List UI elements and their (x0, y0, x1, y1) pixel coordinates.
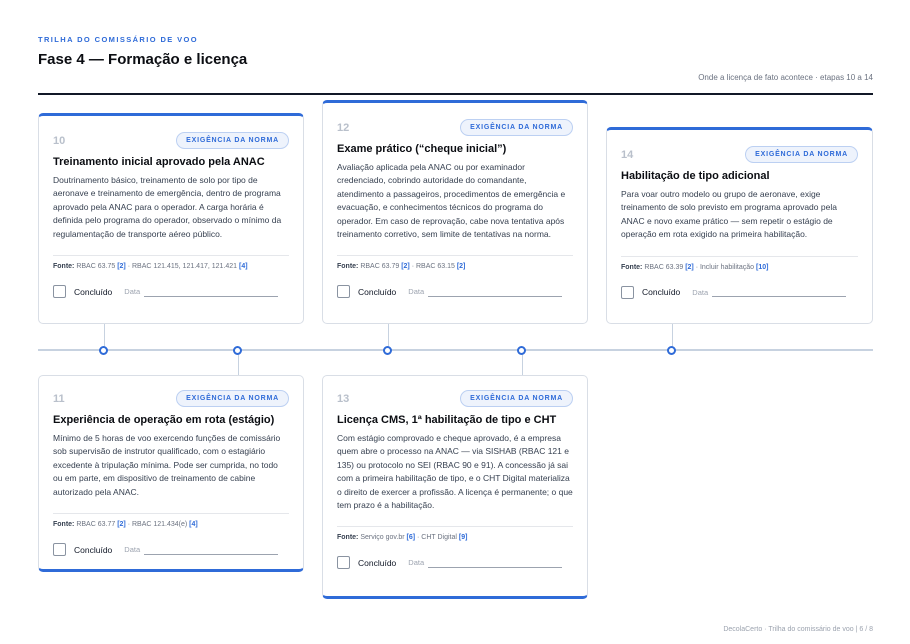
step-description: Para voar outro modelo ou grupo de aeronave, exige treinamento de solo previsto em programa aprovado pela ANAC e novo exame prático — sem repetir o estágio de operação em rota exigido na primeira habilitação. (621, 189, 837, 240)
date-label: Data (408, 287, 425, 297)
step-title: Habilitação de tipo adicional (621, 170, 770, 182)
card-divider (337, 526, 573, 527)
header-rule (38, 93, 873, 95)
requirement-badge: EXIGÊNCIA DA NORMA (745, 146, 858, 163)
step-title: Licença CMS, 1ª habilitação de tipo e CHT (337, 414, 557, 426)
source-text: · Incluir habilitação (693, 263, 757, 271)
completed-label: Concluído (358, 286, 397, 297)
step-number: 13 (337, 392, 350, 405)
date-field[interactable] (428, 558, 562, 568)
reference-link[interactable]: [2] (117, 521, 126, 529)
completed-checkbox[interactable] (337, 285, 350, 298)
timeline-connector (522, 353, 523, 375)
timeline-node (383, 346, 392, 355)
completed-checkbox[interactable] (53, 543, 66, 556)
timeline-node (667, 346, 676, 355)
date-field[interactable] (428, 287, 562, 297)
step-card-11 (38, 375, 304, 572)
reference-link[interactable]: [2] (117, 263, 126, 271)
source-text: RBAC 63.39 (644, 263, 686, 271)
step-description: Com estágio comprovado e cheque aprovado, é a empresa quem abre o processo na ANAC — via SISHAB (RBAC 121 e 135) ou protocolo no SEI (RBAC 90 e 91). A concessão já sai com a primeira habilitação de tipo, e o CHT Digital materializa o direito de exercer a profissão. A licença é permanente; o que tem prazo é a habilitação. (337, 433, 573, 511)
card-divider (621, 256, 858, 257)
completed-label: Concluído (74, 286, 113, 297)
timeline-connector (672, 324, 673, 347)
timeline-connector (238, 353, 239, 375)
source-line (337, 534, 573, 541)
page-subtitle: Onde a licença de fato acontece · etapas 10 a 14 (698, 73, 873, 82)
date-field[interactable] (144, 545, 278, 555)
page-footer: DecolaCerto · Trilha do comissário de voo | 6 / 8 (723, 626, 873, 633)
date-field[interactable] (144, 287, 278, 297)
timeline-connector (388, 324, 389, 347)
step-number: 11 (53, 392, 65, 405)
source-label: Fonte: (337, 263, 361, 271)
source-text: · RBAC 121.415, 121.417, 121.421 (125, 263, 239, 271)
completion-row (53, 285, 289, 298)
timeline-connector (104, 324, 105, 347)
source-text: RBAC 63.79 (360, 263, 402, 271)
reference-link[interactable]: [9] (458, 534, 468, 542)
source-text: RBAC 63.77 (76, 521, 118, 529)
reference-link[interactable]: [4] (239, 263, 248, 271)
reference-link[interactable]: [2] (685, 263, 694, 271)
completion-row (53, 543, 289, 556)
date-label: Data (692, 287, 709, 297)
completed-checkbox[interactable] (53, 285, 66, 298)
reference-link[interactable]: [10] (756, 263, 769, 271)
timeline-line (38, 349, 873, 351)
requirement-badge: EXIGÊNCIA DA NORMA (176, 390, 289, 407)
completion-row (337, 556, 573, 569)
source-text: · RBAC 63.15 (409, 263, 457, 271)
completed-label: Concluído (642, 287, 681, 298)
timeline-node (233, 346, 242, 355)
step-title: Experiência de operação em rota (estágio) (53, 414, 275, 426)
source-text: RBAC 63.75 (76, 263, 118, 271)
timeline-node (99, 346, 108, 355)
source-line (337, 263, 573, 270)
requirement-badge: EXIGÊNCIA DA NORMA (460, 119, 573, 136)
step-description: Avaliação aplicada pela ANAC ou por examinador credenciado, cobrindo autoridade do comandante, atendimento a passageiros, procedimentos de emergência e evacuação, e conhecimentos técnicos do programa do operador. Em caso de reprovação, cabe nova tentativa após treinamento corretivo, sem limite de tentativas na norma. (337, 162, 566, 240)
completion-row (621, 286, 858, 299)
step-card-14 (606, 127, 873, 324)
step-title: Treinamento inicial aprovado pela ANAC (53, 156, 265, 168)
date-label: Data (124, 545, 141, 555)
requirement-badge: EXIGÊNCIA DA NORMA (176, 132, 289, 149)
step-card-12 (322, 100, 588, 324)
timeline-node (517, 346, 526, 355)
source-label: Fonte: (53, 521, 77, 529)
step-card-13 (322, 375, 588, 599)
step-title: Exame prático (“cheque inicial”) (337, 143, 507, 155)
step-card-10 (38, 113, 304, 324)
date-label: Data (124, 287, 141, 297)
date-field[interactable] (712, 287, 846, 297)
section-eyebrow: TRILHA DO COMISSÁRIO DE VOO (38, 35, 199, 44)
source-line (53, 521, 289, 528)
source-line (53, 263, 289, 270)
date-label: Data (408, 558, 425, 568)
reference-link[interactable]: [6] (406, 534, 416, 542)
step-description: Mínimo de 5 horas de voo exercendo funções de comissário sob supervisão de instrutor qualificado, com o estagiário excedente à tripulação mínima. Pode ser cumprida, no todo ou em parte, em dispositivo de treinamento de cabine autorizado pela ANAC. (53, 433, 281, 497)
source-text: Serviço gov.br (360, 534, 407, 542)
completion-row (337, 285, 573, 298)
completed-checkbox[interactable] (337, 556, 350, 569)
card-divider (53, 513, 289, 514)
step-number: 14 (621, 148, 634, 161)
reference-link[interactable]: [4] (189, 521, 198, 529)
card-divider (337, 255, 573, 256)
source-text: · RBAC 121.434(e) (125, 521, 190, 529)
step-description: Doutrinamento básico, treinamento de solo por tipo de aeronave e treinamento de emergência, dentro de programa aprovado pela ANAC para o operador. A carga horária é definida pelo programa do operador, observado o mínimo da regulamentação de transporte aéreo público. (53, 175, 282, 239)
source-label: Fonte: (53, 263, 77, 271)
reference-link[interactable]: [2] (456, 263, 466, 271)
reference-link[interactable]: [2] (401, 263, 410, 271)
source-line (621, 264, 858, 271)
source-text: · CHT Digital (415, 534, 459, 542)
completed-label: Concluído (74, 544, 113, 555)
requirement-badge: EXIGÊNCIA DA NORMA (460, 390, 573, 407)
source-label: Fonte: (621, 263, 645, 271)
card-divider (53, 255, 289, 256)
completed-checkbox[interactable] (621, 286, 634, 299)
step-number: 10 (53, 134, 66, 147)
step-number: 12 (337, 121, 350, 134)
completed-label: Concluído (358, 557, 397, 568)
source-label: Fonte: (337, 534, 361, 542)
page-title: Fase 4 — Formação e licença (38, 51, 248, 68)
